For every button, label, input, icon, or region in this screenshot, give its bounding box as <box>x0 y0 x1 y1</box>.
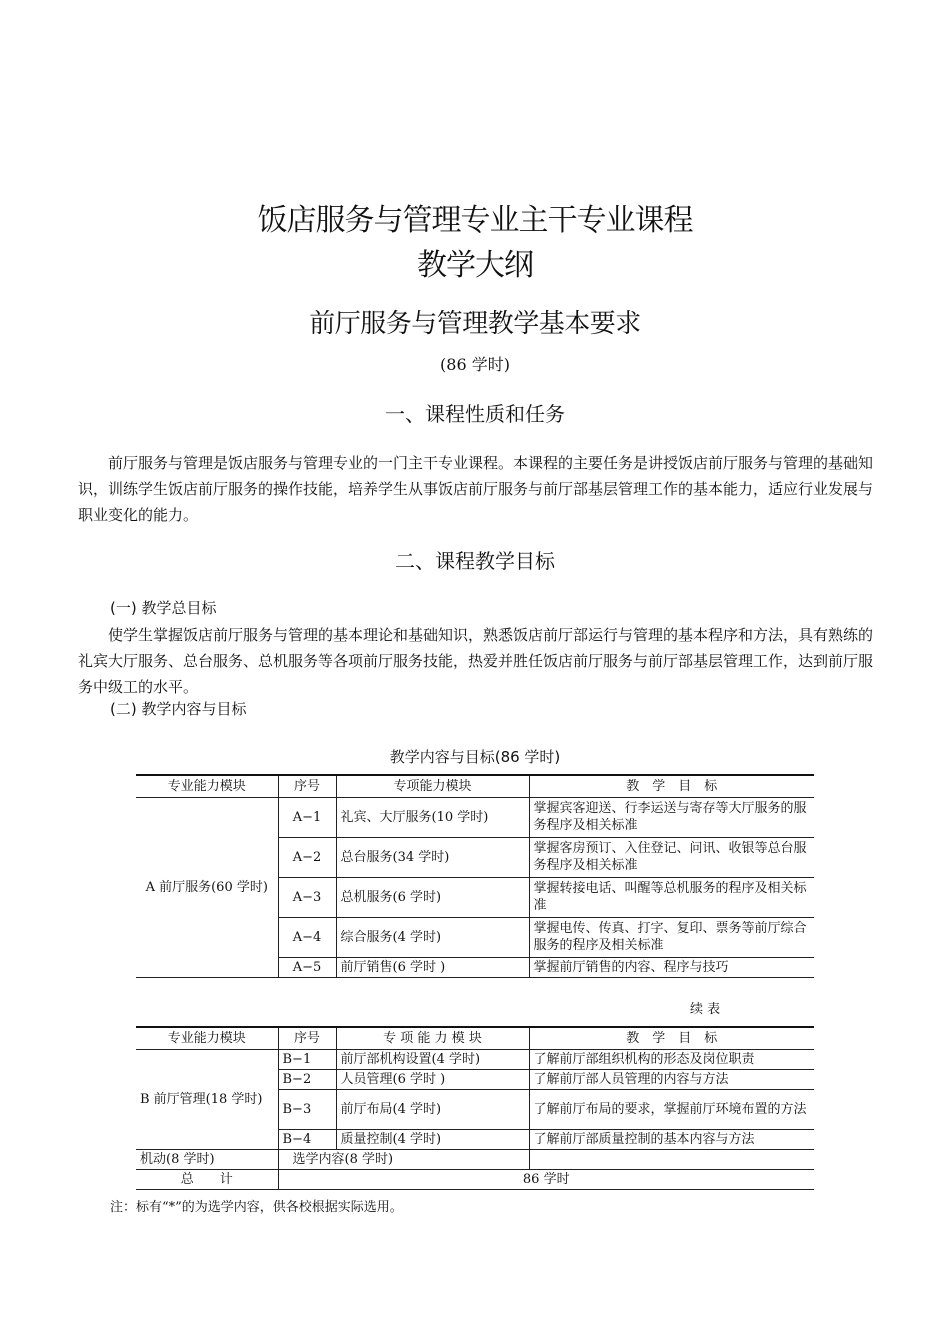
course-hours: (86 学时) <box>440 355 510 374</box>
flex-value: 选学内容(8 学时) <box>278 1149 529 1169</box>
table1-caption: 教学内容与目标(86 学时) <box>389 748 561 766</box>
row-goal: 了解前厅部质量控制的基本内容与方法 <box>529 1129 814 1149</box>
row-goal: 掌握转接电话、叫醒等总机服务的程序及相关标准 <box>529 877 814 917</box>
row-no: B−2 <box>278 1069 336 1089</box>
flex-label: 机动(8 学时) <box>136 1149 278 1169</box>
header-module: 专业能力模块 <box>136 775 278 797</box>
row-goal: 了解前厅部组织机构的形态及岗位职责 <box>529 1049 814 1069</box>
doc-title-line2: 教学大纲 <box>417 248 533 283</box>
table-header-row <box>136 775 814 797</box>
section1-heading: 一、课程性质和任务 <box>385 402 565 426</box>
header-goal: 教 学 目 标 <box>529 775 814 797</box>
row-goal: 掌握前厅销售的内容、程序与技巧 <box>529 957 814 977</box>
header-module: 专业能力模块 <box>136 1027 278 1049</box>
subheading-content-goals: (二) 教学内容与目标 <box>110 700 247 718</box>
table-header-row <box>136 1027 814 1049</box>
row-no: A−4 <box>278 917 336 957</box>
row-no: B−3 <box>278 1089 336 1129</box>
row-name: 综合服务(4 学时) <box>336 917 529 957</box>
row-name: 总机服务(6 学时) <box>336 877 529 917</box>
row-name: 人员管理(6 学时 ) <box>336 1069 529 1089</box>
row-no: A−1 <box>278 797 336 837</box>
table-row <box>136 797 814 837</box>
table-row-total <box>136 1169 814 1189</box>
section1-body: 前厅服务与管理是饭店服务与管理专业的一门主干专业课程。本课程的主要任务是讲授饭店前厅服务与管理的基础知识，训练学生饭店前厅服务的操作技能，培养学生从事饭店前厅服务与前厅部基层管理工作的基本能力，适应行业发展与职业变化的能力。 <box>78 454 874 524</box>
total-value: 86 学时 <box>278 1169 814 1189</box>
row-name: 前厅布局(4 学时) <box>336 1089 529 1129</box>
row-name: 前厅销售(6 学时 ) <box>336 957 529 977</box>
header-special: 专项能力模块 <box>336 775 529 797</box>
course-title: 前厅服务与管理教学基本要求 <box>309 309 641 339</box>
header-no: 序号 <box>278 1027 336 1049</box>
row-goal: 了解前厅部人员管理的内容与方法 <box>529 1069 814 1089</box>
module-cell-a: A 前厅服务(60 学时) <box>136 797 278 977</box>
header-goal: 教 学 目 标 <box>529 1027 814 1049</box>
flex-empty <box>529 1149 814 1169</box>
total-label: 总 计 <box>136 1169 278 1189</box>
row-name: 质量控制(4 学时) <box>336 1129 529 1149</box>
table-row <box>136 1049 814 1069</box>
doc-title-line1: 饭店服务与管理专业主干专业课程 <box>257 203 693 238</box>
module-cell-b: B 前厅管理(18 学时) <box>136 1049 278 1149</box>
row-no: B−1 <box>278 1049 336 1069</box>
header-no: 序号 <box>278 775 336 797</box>
row-no: A−2 <box>278 837 336 877</box>
content-table-b <box>136 1026 814 1190</box>
row-no: B−4 <box>278 1129 336 1149</box>
row-name: 礼宾、大厅服务(10 学时) <box>336 797 529 837</box>
section2-heading: 二、课程教学目标 <box>395 549 555 573</box>
row-no: A−3 <box>278 877 336 917</box>
section2-body: 使学生掌握饭店前厅服务与管理的基本理论和基础知识，熟悉饭店前厅部运行与管理的基本程序和方法，具有熟练的礼宾大厅服务、总台服务、总机服务等各项前厅服务技能，热爱并胜任饭店前厅服务与前厅部基层管理工作，达到前厅服务中级工的水平。 <box>78 626 874 696</box>
content-table-a <box>136 774 814 978</box>
footnote: 注：标有“*”的为选学内容，供各校根据实际选用。 <box>110 1200 403 1215</box>
subheading-total-goal: (一) 教学总目标 <box>110 599 217 617</box>
row-goal: 掌握电传、传真、打字、复印、票务等前厅综合服务的程序及相关标准 <box>529 917 814 957</box>
row-name: 总台服务(34 学时) <box>336 837 529 877</box>
row-no: A−5 <box>278 957 336 977</box>
row-goal: 掌握宾客迎送、行李运送与寄存等大厅服务的服务程序及相关标准 <box>529 797 814 837</box>
table-row-flex <box>136 1149 814 1169</box>
row-goal: 了解前厅布局的要求，掌握前厅环境布置的方法 <box>529 1089 814 1129</box>
row-goal: 掌握客房预订、入住登记、问讯、收银等总台服务程序及相关标准 <box>529 837 814 877</box>
continued-label: 续 表 <box>690 1002 721 1017</box>
row-name: 前厅部机构设置(4 学时) <box>336 1049 529 1069</box>
header-special: 专 项 能 力 模 块 <box>336 1027 529 1049</box>
